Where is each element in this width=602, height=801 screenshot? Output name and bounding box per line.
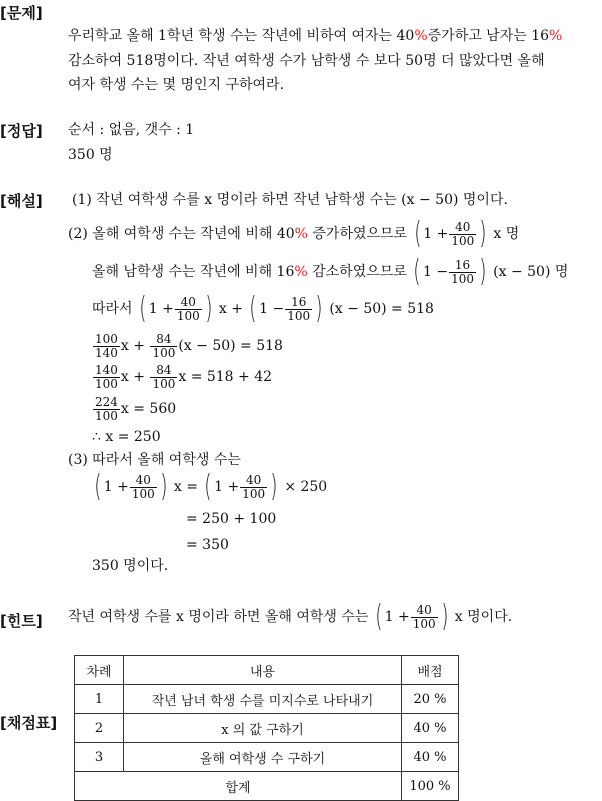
rubric-label: [채점표] (0, 714, 58, 732)
hint-text: 작년 여학생 수를 x 명이라 하면 올해 여학생 수는 ( 1 + $\frac{40}{100}$ ) x 명이다. (68, 599, 513, 634)
header-content: 내용 (124, 656, 402, 685)
answer-line-2: 350 명 (68, 147, 113, 163)
explanation-step-2b: 올해 남학생 수는 작년에 비해 16% 감소하였으므로 ( 1 − $\frac{16}{100}$ ) (x − 50) 명 (92, 254, 569, 289)
equation-1: $\frac{100}{140}$ x + $\frac{84}{100}$ (x − 50) = 518 (95, 331, 283, 360)
hint-label: [힌트] (0, 612, 43, 630)
table-header-row (75, 656, 459, 685)
step-3-equation: ( 1 + $\frac{40}{100}$ ) x = ( 1 + $\frac{40}{100}$ ) × 250 (94, 469, 328, 504)
equation-3: $\frac{224}{100}$ x = 560 (95, 394, 177, 423)
problem-line-3: 여자 학생 수는 몇 명인지 구하여라. (68, 77, 285, 93)
problem-line-2: 감소하여 518명이다. 작년 여학생 수가 남학생 수 보다 50명 더 많았다면 올해 (68, 53, 545, 69)
header-order: 차례 (75, 656, 124, 685)
rubric-table (74, 655, 459, 801)
header-score: 배점 (402, 656, 459, 685)
step-3-line-3: = 350 (186, 537, 229, 553)
equation-4: ∴ x = 250 (92, 429, 161, 445)
answer-label: [정답] (0, 122, 43, 140)
table-row: 1 작년 남녀 학생 수를 미지수로 나타내기 20 % (75, 685, 459, 714)
fraction: $\frac{40}{100}$ (451, 219, 475, 248)
equation-2: $\frac{140}{100}$ x + $\frac{84}{100}$ x = 518 + 42 (95, 362, 273, 391)
table-row: 2 x 의 값 구하기 40 % (75, 714, 459, 743)
total-label: 합계 (75, 772, 402, 801)
explanation-step-1: (1) 작년 여학생 수를 x 명이라 하면 작년 남학생 수는 (x − 50) 명이다. (72, 192, 508, 208)
explanation-step-2c: 따라서 ( 1 + $\frac{40}{100}$ ) x + ( 1 − $\frac{16}{100}$ ) (x − 50) = 518 (92, 291, 434, 326)
step-3-line-2: = 250 + 100 (186, 511, 277, 527)
table-row: 3 올해 여학생 수 구하기 40 % (75, 743, 459, 772)
step-3-conclusion: 350 명이다. (92, 558, 169, 574)
explanation-step-3: (3) 따라서 올해 여학생 수는 (68, 452, 241, 468)
problem-label: [문제] (0, 4, 43, 22)
table-total-row (75, 772, 459, 801)
explanation-step-2a: (2) 올해 여학생 수는 작년에 비해 40% 증가하였으므로 ( 1 + $\frac{40}{100}$ ) x 명 (68, 216, 520, 251)
total-value: 100 % (402, 772, 459, 801)
explanation-label: [해설] (0, 192, 43, 210)
fraction: $\frac{16}{100}$ (451, 257, 474, 286)
answer-line-1: 순서 : 없음, 갯수 : 1 (68, 122, 195, 138)
problem-line-1: 우리학교 올해 1학년 학생 수는 작년에 비하여 여자는 40%증가하고 남자는 16% (68, 28, 563, 44)
